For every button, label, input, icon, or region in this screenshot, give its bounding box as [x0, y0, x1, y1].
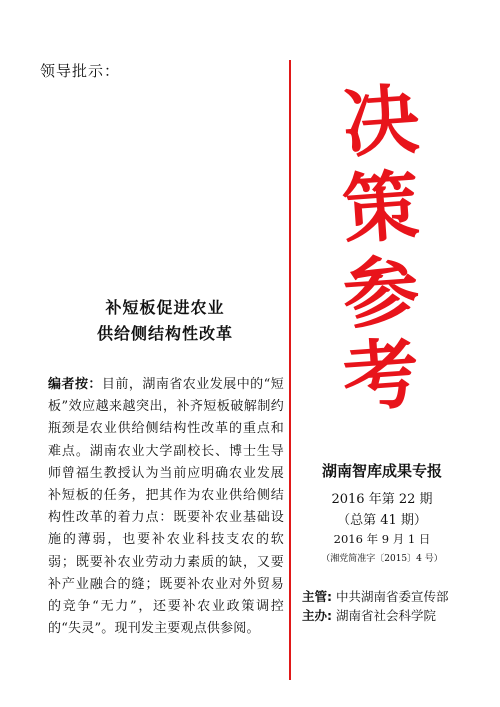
supervisor-label: 主管: [302, 589, 332, 604]
sponsor-label: 主办: [302, 608, 332, 623]
series-title: 湖南智库成果专报 [321, 462, 442, 480]
masthead-char-2: 策 [339, 160, 422, 255]
editor-note-text: 目前，湖南省农业发展中的“短板”效应越来越突出，补齐短板破解制约瓶颈是农业供给侧结构性改革的重点和难点。湖南农业大学副校长、博士生导师曾福生教授认为当前应明确农业发展补短板的任务，把其作为农业供给侧结构性改革的着力点：既要补农业基础设施的薄弱，也要补农业科技支农的软弱；既要补农业劳动力素质的缺，又要补产业融合的缝；既要补农业对外贸易的竞争“无力”，还要补农业政策调控的“失灵”。现刊发主要观点供参阅。 [48, 377, 284, 637]
sponsor-line [302, 606, 436, 624]
leader-instruction-label: 领导批示： [40, 62, 121, 80]
editor-note-label: 编者按： [48, 377, 102, 392]
article-title-line-1: 补短板促进农业 [105, 298, 225, 317]
supervisor-line [302, 587, 449, 605]
red-divider-line [289, 60, 291, 680]
editor-note [48, 374, 284, 640]
article-title-line-2: 供给侧结构性改革 [96, 324, 233, 343]
publication-date: 2016 年 9 月 1 日 [333, 532, 431, 546]
approval-number: （湘党简准字〔2015〕4 号） [321, 554, 443, 564]
supervisor-name: 中共湖南省委宣传部 [335, 589, 449, 604]
masthead-char-4: 考 [339, 328, 422, 423]
sponsor-name: 湖南省社会科学院 [335, 608, 436, 623]
total-issue-number: （总第 41 期） [337, 513, 427, 528]
masthead-char-1: 决 [339, 74, 422, 169]
masthead-char-3: 参 [339, 245, 422, 340]
issue-number: 2016 年第 22 期 [331, 492, 433, 507]
